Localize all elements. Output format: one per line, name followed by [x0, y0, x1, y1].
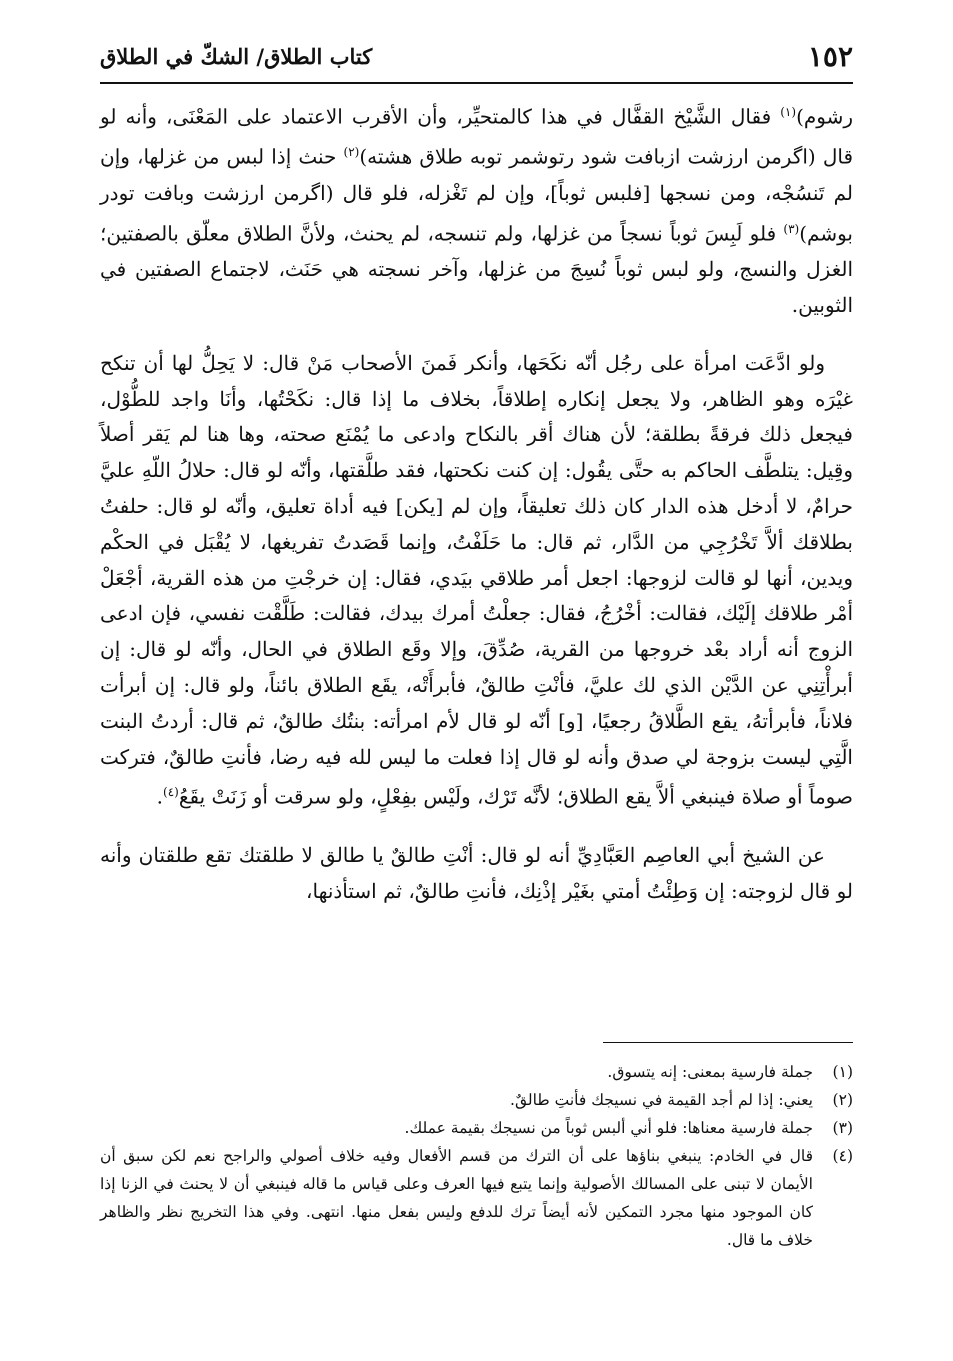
body-paragraph — [100, 95, 853, 324]
footnote-marker: (٢) — [343, 145, 360, 160]
footnote-marker: (١) — [780, 105, 797, 119]
paragraph-text: رشوم) — [796, 104, 853, 129]
paragraph-text: ولو ادَّعَت امرأة على رجُل أنّه نكَحَها، وأنكر فَمنَ الأصحاب مَنْ قال: لا يَحِلُّ لها أن تنكح غيْرَه وهو الظاهر، ولا يجعل إنكاره إطلاقاً، بخلاف ما إذا قال: نكَحْتُها، وأنَا واجد للطُّوْل، فيجعل ذلك فرقةً بطلقة؛ لأن هناك أقر بالنكاح وادعى ما يُمْنَع صحته، وها هنا لم يَقر أصلاً وقِيل: يتلطَّف الحاكم به حتَّى يقُول: إن كنت نكحتها، فقد طلَّقتها، وأنّه لو قال: حلالُ اللّهِ عليَّ حرامٌ، لا أدخل هذه الدار كان ذلك تعليقاً، وإن لم [يكن] فيه أداة تعليق، وأنّه لو قال: حلفتُ بطلاقك ألاَّ تَخْرُجِي من الدَّار، ثم قال: ما حَلَفْتُ، وإنما قَصَدتُ تفريغها، لا يُقْبَل في الحكْم ويدين، أنها لو قالت لزوجها: اجعل أمر طلاقي بيَدي، فقال: إن خرجْتِ من هذه القرية، أجْعَلْ أمْر طلاقك إلَيْك، فقالت: أخْرُجُ، فقال: جعلْتُ أمرك بيدك، فقالت: طَلَّقْت نفسي، فإن ادعى الزوج أنه أراد بعْد خروجها من القرية، صُدِّقَ، وإلا وقَع الطلاق في الحال، وأنّه لو قال: إن أبرأْتِنِي عن الدَّيْن الذي لك عليَّ، فأنْتِ طالقٌ، فأبرأَتْه، يقَع الطلاق بائناً، ولو قال: إن أبرأت فلاناً، فأبرأتهُ، يقع الطَّلاقُ رجعيًا، [و] أنّه لو قال لأم امرأته: بنتُك طالقٌ، ثم قال: أردتُ البنت الَّتِي ليست بزوجة لي صدق وأنه لو قال إذا فعلت ما ليس لله فيه رضا، فأنتِ طالقٌ، فتركت صوماً أو صلاة فينبغي ألاَّ يقع الطلاق؛ لأنَّه تَرْك، ولَيْس بفِعْلٍ، ولو سرقت أو زَنَتْ يقَعُ — [100, 350, 853, 809]
footnote-text: جملة فارسية بمعنى: إنه يتسوق. — [607, 1063, 813, 1081]
footnote — [100, 1142, 853, 1254]
paragraph-text: فقال الشَّيْخ القفَّال في هذا كالمتحيِّر، وأن الأقرب الاعتماد على المَعْنَى، وأنه لو قال (اگرمن ارزشت ازبافت شود رتوشمر توبه طلاق هشته) — [100, 104, 854, 170]
paragraph-text: . — [156, 784, 163, 809]
body-paragraph — [100, 838, 853, 910]
body-text — [100, 95, 853, 909]
paragraph-text: فلو لَبِسَ ثوباً نسجاً من غزلها، ولم تنسجه، لم يحنث، ولأنَّ الطلاق معلّق بالصفتين؛ الغزل والنسج، ولو لبس ثوباً نُسِجَ من غزلها، وآخر نسجته هي حَنَث، لاجتماع الصفتين في الثوبين. — [100, 221, 853, 317]
footnotes — [100, 1058, 853, 1254]
paragraph-text: حنث إذا لبس من غزلها، وإن لم تَنسُجْه، ومن نسجها [فلبس ثوباً]، وإن لم تَغْزله، فلو قال (اگرمن ارزشت وبافت تودر بوشم) — [100, 145, 853, 246]
footnote-text: جملة فارسية معناها: فلو أني ألبس ثوباً من نسيجك بقيمة عملك. — [404, 1119, 813, 1137]
running-head — [100, 30, 853, 84]
page-number: ١٥٢ — [807, 39, 853, 73]
footnote-number: (٤) — [832, 1147, 853, 1165]
footnote-text: قال في الخادم: ينبغي بناؤها على أن الترك من قسم الأفعال وفيه خلاف أصولي والراجح نعم لكن سبق أن الأيمان لا تبنى على المسالك الأصولية وإنما يتبع فيها العرف وعلى قياس ما قاله فينبغي أن لا يحنث في الزنا إذا كان الموجود منها مجرد التمكين لأنه أيضاً ترك للدفع وليس بفعل منها. انتهى. وفي هذا التخريج نظر والظاهر خلاف ما قال. — [100, 1147, 813, 1249]
footnote-text: يعني: إذا لم أجد القيمة في نسيجك فأنتِ طالقٌ. — [510, 1091, 813, 1109]
paragraph-text: عن الشيخ أبي العاصِم العَبَّادِيِّ أنه لو قال: أنْتِ طالقٌ يا طالق لا طلقتك تقع طلقتان وأنه لو قال لزوجته: إن وَطِئْتُ أمتي بغَيْر إذْنِك، فأنتِ طالقٌ، ثم استأذنها، — [100, 842, 853, 903]
footnote-number: (٣) — [832, 1119, 853, 1137]
footnote-number: (١) — [832, 1063, 853, 1081]
footnote — [100, 1058, 853, 1086]
footnote-marker: (٤) — [163, 785, 179, 800]
footnote-number: (٢) — [832, 1091, 853, 1109]
footnote — [100, 1114, 853, 1142]
body-paragraph — [100, 346, 853, 816]
book-title: كتاب الطلاق/ الشكّ في الطلاق — [100, 43, 373, 69]
footnote-separator — [603, 1042, 853, 1043]
footnote-marker: (٣) — [783, 221, 800, 236]
footnote — [100, 1086, 853, 1114]
